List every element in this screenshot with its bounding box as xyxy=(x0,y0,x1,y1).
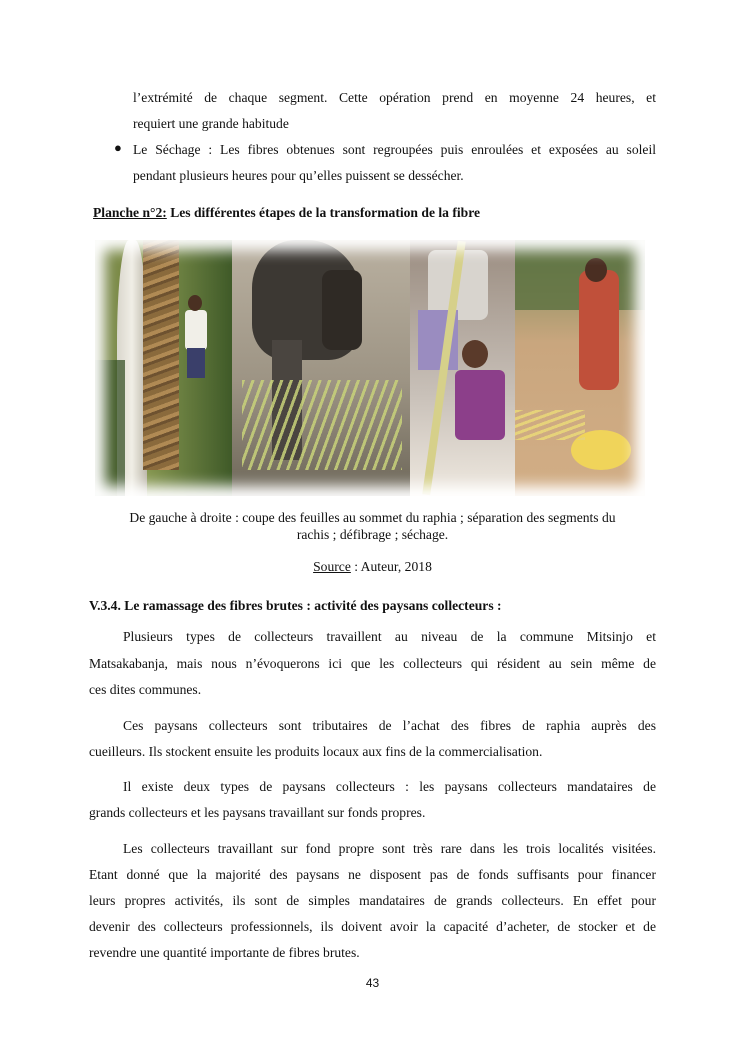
caption-line: rachis ; défibrage ; séchage. xyxy=(296,527,449,542)
paragraph-line: leurs propres activités, ils sont de simples mandataires de grands collecteurs. En effet pour xyxy=(89,893,656,908)
paragraph-line: ces dites communes. xyxy=(89,682,202,697)
photo-plate xyxy=(95,240,645,496)
text-line: l’extrémité de chaque segment. Cette opération prend en moyenne 24 heures, et xyxy=(133,90,656,105)
paragraph-line: Matsakabanja, mais nous n’évoquerons ici que les collecteurs qui résident au sein même de xyxy=(89,656,656,671)
plate-title-text: Les différentes étapes de la transformation de la fibre xyxy=(166,205,481,220)
paragraph-line: Il existe deux types de paysans collecteurs : les paysans collecteurs mandataires de xyxy=(123,779,656,794)
caption-line: De gauche à droite : coupe des feuilles au sommet du raphia ; séparation des segments du xyxy=(129,510,616,525)
paragraph-line: Etant donné que la majorité des paysans ne disposent pas de fonds suffisants pour financer xyxy=(89,867,656,882)
bullet-text-line: pendant plusieurs heures pour qu’elles puissent se dessécher. xyxy=(133,168,464,183)
paragraph-line: devenir des collecteurs professionnels, ils doivent avoir la capacité d’acheter, de stocker et de xyxy=(89,919,656,934)
plate-title xyxy=(93,205,480,221)
paragraph-line: revendre une quantité importante de fibres brutes. xyxy=(89,945,360,960)
photo-cutting-leaves xyxy=(95,240,232,496)
text-line: requiert une grande habitude xyxy=(133,116,289,131)
bullet-text-line: Le Séchage : Les fibres obtenues sont regroupées puis enroulées et exposées au soleil xyxy=(133,142,656,157)
source-text: : Auteur, 2018 xyxy=(350,559,432,574)
section-heading: V.3.4. Le ramassage des fibres brutes : activité des paysans collecteurs : xyxy=(89,598,502,613)
source-label: Source xyxy=(313,559,351,574)
paragraph-line: cueilleurs. Ils stockent ensuite les produits locaux aux fins de la commercialisation. xyxy=(89,744,543,759)
page-number: 43 xyxy=(365,976,380,990)
paragraph-line: Plusieurs types de collecteurs travaillent au niveau de la commune Mitsinjo et xyxy=(123,629,656,644)
paragraph-line: grands collecteurs et les paysans travaillant sur fonds propres. xyxy=(89,805,426,820)
photo-defibering xyxy=(410,240,515,496)
paragraph-line: Ces paysans collecteurs sont tributaires de l’achat des fibres de raphia auprès des xyxy=(123,718,656,733)
paragraph-line: Les collecteurs travaillant sur fond propre sont très rare dans les trois localités visitées. xyxy=(123,841,656,856)
source-line xyxy=(0,559,745,575)
photo-drying xyxy=(515,240,645,496)
photo-separating-segments xyxy=(232,240,410,496)
bullet-dot: ● xyxy=(114,140,122,155)
plate-label: Planche n°2: xyxy=(93,205,167,220)
